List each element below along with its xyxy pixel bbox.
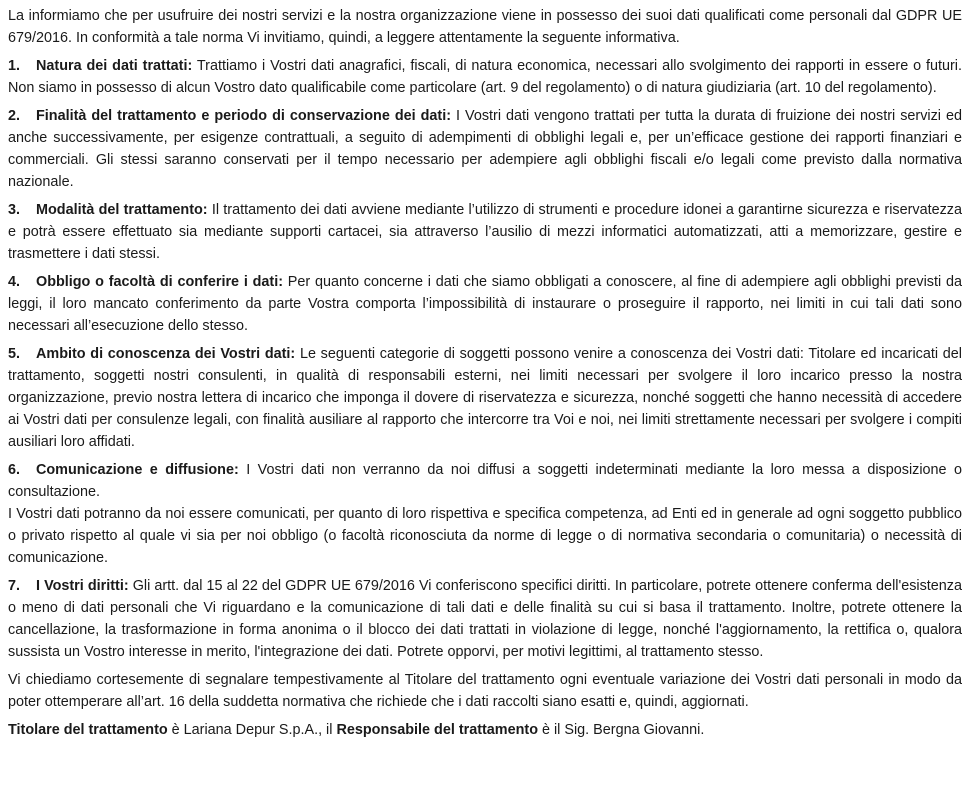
- section-heading: Comunicazione e diffusione:: [36, 462, 239, 478]
- section-number: 7.: [8, 578, 21, 594]
- section-number: 4.: [8, 274, 21, 290]
- section-4: [8, 271, 962, 337]
- section-heading: Ambito di conoscenza dei Vostri dati:: [36, 346, 296, 362]
- section-text: I Vostri dati non verranno da noi diffusi a soggetti indeterminati mediante la loro messa a disposizione o consultazione.: [8, 462, 962, 500]
- section-text: Per quanto concerne i dati che siamo obbligati a conoscere, al fine di adempiere agli obblighi previsti da leggi, il loro mancato conferimento da parte Vostra comporta l’impossibilità di instaurare o proseguire il rapporto, nei limiti in cui tali dati sono necessari all’esecuzione dello stesso.: [8, 274, 962, 334]
- section-3: [8, 199, 962, 265]
- titolare-label: Titolare del trattamento: [8, 722, 168, 738]
- section-text: I Vostri dati vengono trattati per tutta la durata di fruizione dei nostri servizi ed anche successivamente, per esigenze contrattuali, a seguito di adempimenti di obblighi legali e, per un’efficace gestione dei rapporti finanziari e commerciali. Gli stessi saranno conservati per il tempo necessario per adempiere agli obblighi fiscali e/o legali come previsto dalla normativa nazionale.: [8, 108, 962, 190]
- section-heading: Modalità del trattamento:: [36, 202, 208, 218]
- footer-line: [8, 719, 962, 741]
- section-number: 5.: [8, 346, 21, 362]
- section-6-continuation: I Vostri dati potranno da noi essere comunicati, per quanto di loro rispettiva e specifica competenza, ad Enti ed in generale ad ogni soggetto pubblico o privato rispetto al quale vi sia per noi obbligo (o facoltà riconosciuta da norme di legge o di normativa secondaria o comunitaria) o necessità di comunicazione.: [8, 506, 962, 566]
- section-6: [8, 459, 962, 503]
- section-text: Le seguenti categorie di soggetti possono venire a conoscenza dei Vostri dati: Titolare ed incaricati del trattamento, soggetti nostri consulenti, in qualità di responsabili esterni, nei limiti necessari per svolgere il loro incarico presso la nostra organizzazione, previo nostra lettera di incarico che imponga il dovere di riservatezza e sicurezza, nonché soggetti che hanno necessità di accedere ai Vostri dati per consulenze legali, con finalità ausiliare al rapporto che intercorre tra Voi e noi, nei limiti strettamente necessari per svolgere i compiti ausiliari loro affidati.: [8, 346, 962, 450]
- section-2: [8, 105, 962, 193]
- section-5: [8, 343, 962, 453]
- titolare-text: è Lariana Depur S.p.A., il: [171, 722, 333, 738]
- section-number: 6.: [8, 462, 21, 478]
- section-text: Gli artt. dal 15 al 22 del GDPR UE 679/2016 Vi conferiscono specifici diritti. In particolare, potrete ottenere conferma dell'esistenza o meno di dati personali che Vi riguardano e la comunicazione di tali dati e delle finalità su cui si basa il trattamento. Inoltre, potrete ottenere la cancellazione, la trasformazione in forma anonima o il blocco dei dati trattati in violazione di legge, nonché l'aggiornamento, la rettifica o, qualora sussista un Vostro interesse in merito, l'integrazione dei dati. Potrete opporvi, per motivi legittimi, al trattamento stesso.: [8, 578, 963, 660]
- section-text: Il trattamento dei dati avviene mediante l’utilizzo di strumenti e procedure idonei a garantirne sicurezza e riservatezza e potrà essere effettuato sia mediante supporti cartacei, sia attraverso l’ausilio di mezzi informatici automatizzati, atti a memorizzare, gestire e trasmettere i dati stessi.: [8, 202, 963, 262]
- section-7: [8, 575, 962, 663]
- section-number: 2.: [8, 108, 21, 124]
- section-heading: Natura dei dati trattati:: [36, 58, 193, 74]
- section-text: Trattiamo i Vostri dati anagrafici, fiscali, di natura economica, necessari allo svolgimento dei rapporti in essere o futuri. Non siamo in possesso di alcun Vostro dato qualificabile come particolare (art. 9 del regolamento) o di natura giudiziaria (art. 10 del regolamento).: [8, 58, 962, 96]
- closing-paragraph: Vi chiediamo cortesemente di segnalare tempestivamente al Titolare del trattamento ogni eventuale variazione dei Vostri dati personali in modo da poter ottemperare all’art. 16 della suddetta normativa che richiede che i dati raccolti siano esatti e, quindi, aggiornati.: [8, 672, 962, 710]
- section-heading: Finalità del trattamento e periodo di conservazione dei dati:: [36, 108, 452, 124]
- section-number: 3.: [8, 202, 21, 218]
- section-1: [8, 55, 962, 99]
- section-heading: I Vostri diritti:: [36, 578, 129, 594]
- responsabile-text: è il Sig. Bergna Giovanni.: [541, 722, 705, 738]
- section-number: 1.: [8, 58, 21, 74]
- section-heading: Obbligo o facoltà di conferire i dati:: [36, 274, 283, 290]
- intro-paragraph: La informiamo che per usufruire dei nostri servizi e la nostra organizzazione viene in possesso dei suoi dati qualificati come personali dal GDPR UE 679/2016. In conformità a tale norma Vi invitiamo, quindi, a leggere attentamente la seguente informativa.: [8, 8, 962, 46]
- responsabile-label: Responsabile del trattamento: [336, 722, 538, 738]
